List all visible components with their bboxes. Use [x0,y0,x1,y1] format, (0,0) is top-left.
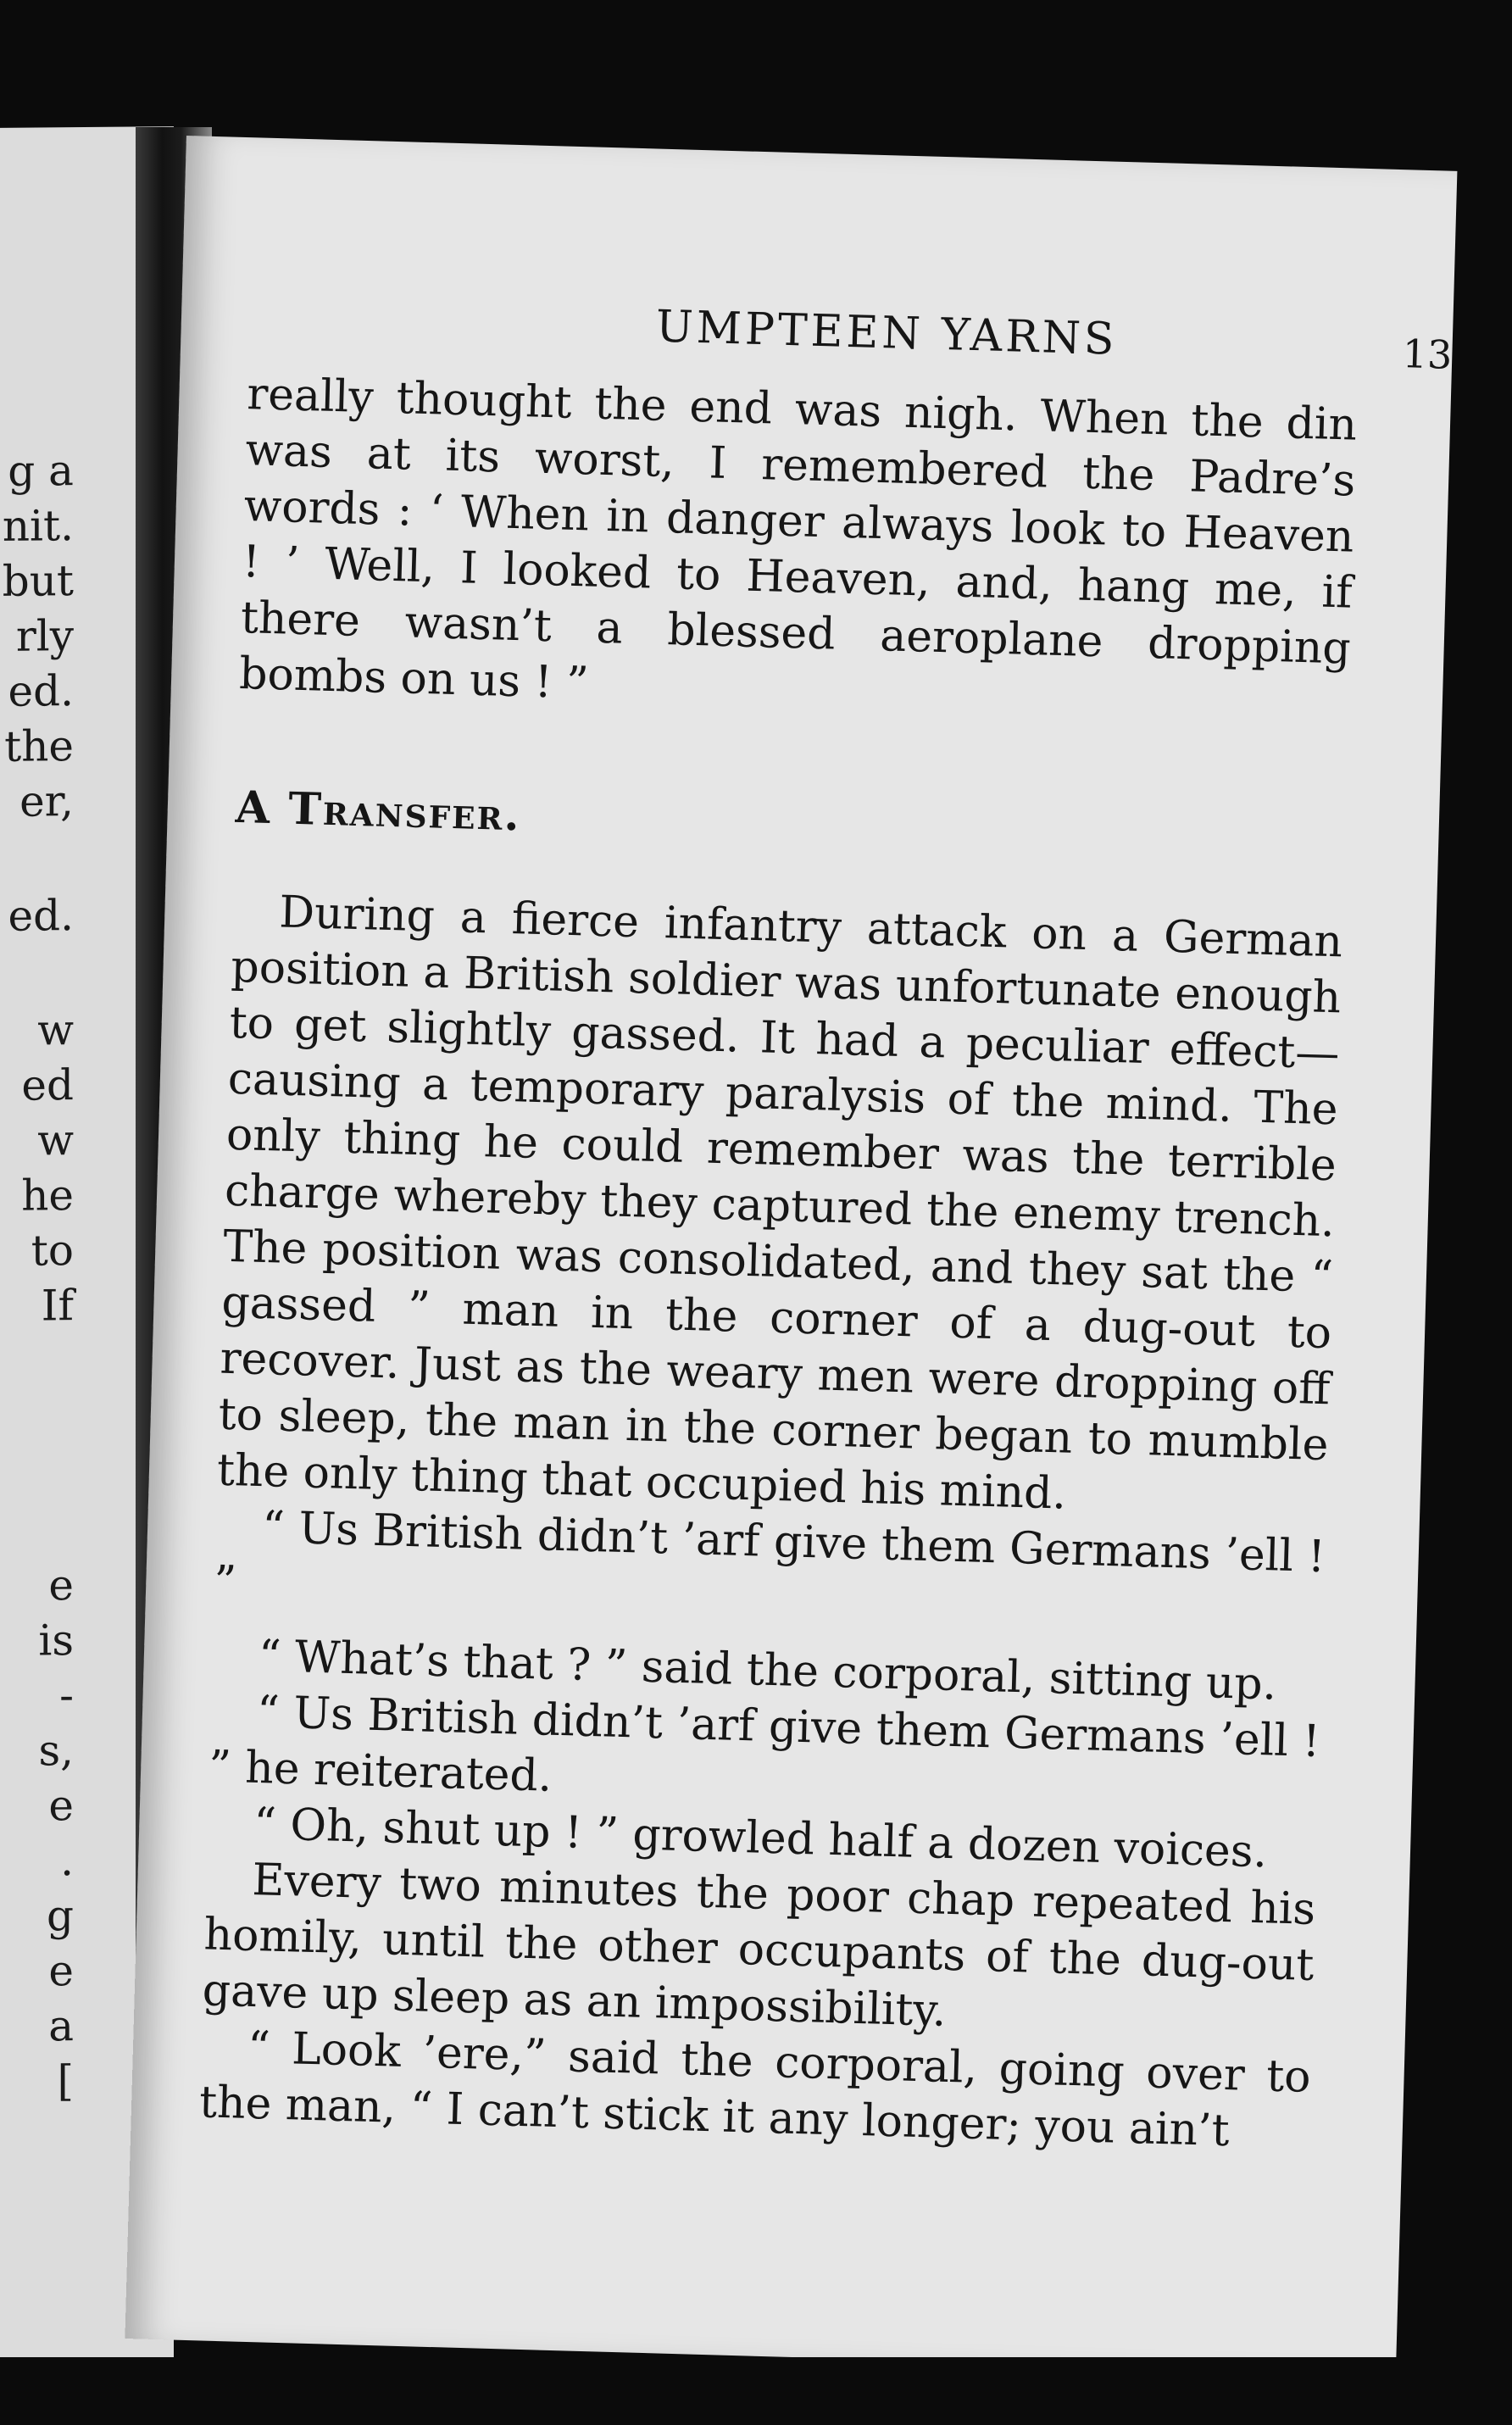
paragraph: “ What’s that ? ” said the corporal, sitting up. [258,1631,1277,1710]
book-page [125,136,1457,2374]
left-page-line: but [2,556,74,606]
section-heading: A Transfer. [235,781,522,842]
running-title: UMPTEEN YARNS [655,301,1119,365]
paragraph: “ Us British didn’t ’arf give them Germans ’ell ! ” [213,1502,1326,1609]
left-page-line: to [31,1226,74,1276]
left-page-line: g a [8,446,74,496]
left-page-line: rly [15,611,74,661]
left-page-line: w [37,1005,74,1055]
paragraph: Every two minutes the poor chap repeated his homily, until the other occupants of the dug-out gave up sleep as an impossibility. [202,1854,1316,2037]
left-page-line: ed [21,1060,74,1110]
left-page-line: - [59,1671,74,1721]
left-page-line: ed. [8,891,74,941]
left-page-line: e [48,1781,74,1831]
left-page-line: nit. [2,501,74,551]
left-page-line: he [21,1171,74,1221]
bottom-shadow [0,2357,1512,2425]
left-page-line: a [48,2001,74,2051]
left-page-line: s, [38,1726,74,1776]
left-page-line: g [46,1891,74,1941]
left-page-line: ed. [8,666,74,716]
paragraph: “ Oh, shut up ! ” growled half a dozen voices. [253,1799,1268,1878]
page-content [198,137,1454,2157]
running-head [248,290,1454,381]
story-body [198,883,1343,2161]
left-page-line: is [38,1616,74,1666]
left-page-line: the [4,721,74,771]
paragraph: “ Look ’ere,” said the corporal, going over to the man, “ I can’t stick it any longer; you ain’t [198,2022,1312,2157]
left-page-line: w [37,1115,74,1165]
left-page-line: er, [19,776,74,826]
paragraph: During a fierce infantry attack on a German position a British soldier was unfortunate enough to get slightly gassed. It had a peculiar effect—causing a temporary paralysis of the mind. The only thing he could remember was the terrible charge whereby they captured the enemy trench. The position was consolidated, and they sat the “ gassed ” man in the corner of a dug-out to recover. Just as the weary men were dropping off to sleep, the man in the corner began to mumble the only thing that occupied his mind. [216,887,1343,1520]
left-page-line: If [41,1281,74,1331]
paragraph: “ Us British didn’t ’arf give them Germans ’ell ! ” he reiterated. [208,1687,1321,1802]
left-page-line: e [48,1946,74,1996]
left-page-line: [ [57,2056,74,2106]
left-page-line: e [48,1560,74,1610]
page-number: 13 [1402,331,1454,378]
continued-paragraph-block [238,366,1358,732]
left-page-line: . [60,1836,74,1886]
continued-paragraph: really thought the end was nigh. When the din was at its worst, I remembered the Padre’s words : ‘ When in danger always look to Heaven ! ’ Well, I looked to Heaven, and, hang me, if there wasn’t a blessed aeroplane dropping bombs on us ! ” [238,369,1358,709]
